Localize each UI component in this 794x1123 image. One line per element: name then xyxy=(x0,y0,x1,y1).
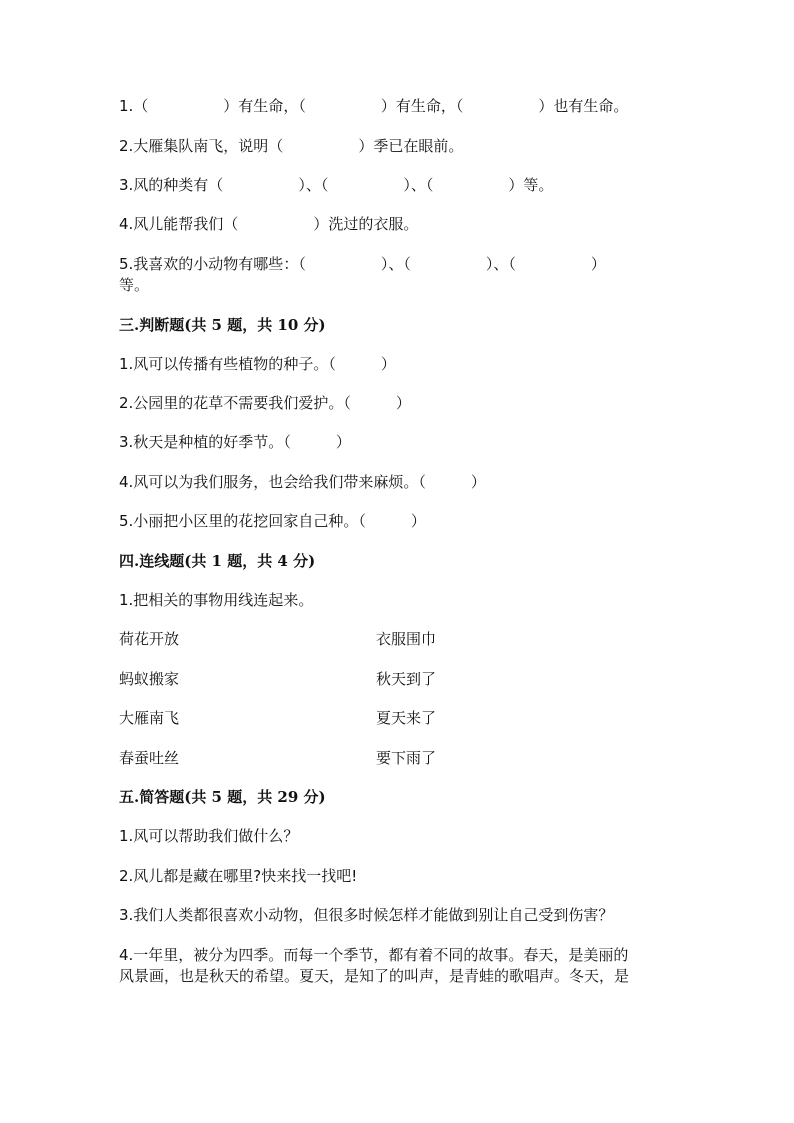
fill-blank-question-4: 4.风儿能帮我们（ ）洗过的衣服。 xyxy=(119,215,419,233)
fill-blank-question-1: 1.（ ）有生命，（ ）有生命，（ ）也有生命。 xyxy=(119,97,629,115)
fill-blank-question-5-continuation: 等。 xyxy=(119,276,150,294)
short-answer-question-4-continuation: 风景画，也是秋天的希望。夏天，是知了的叫声，是青蛙的歌唱声。冬天，是 xyxy=(119,967,630,985)
match-left-item: 大雁南飞 xyxy=(119,709,180,727)
match-left-item: 蚂蚁搬家 xyxy=(119,670,180,688)
short-answer-question-3: 3.我们人类都很喜欢小动物，但很多时候怎样才能做到别让自己受到伤害？ xyxy=(119,906,614,924)
judge-question-5: 5.小丽把小区里的花挖回家自己种。（ ） xyxy=(119,512,426,530)
judge-question-1: 1.风可以传播有些植物的种子。（ ） xyxy=(119,355,396,373)
match-right-item: 衣服围巾 xyxy=(376,630,437,648)
judge-question-2: 2.公园里的花草不需要我们爱护。（ ） xyxy=(119,394,411,412)
short-answer-question-4: 4.一年里，被分为四季。而每一个季节，都有着不同的故事。春天，是美丽的 xyxy=(119,946,629,964)
match-left-item: 荷花开放 xyxy=(119,630,180,648)
short-answer-question-1: 1.风可以帮助我们做什么？ xyxy=(119,827,299,845)
judge-question-4: 4.风可以为我们服务，也会给我们带来麻烦。（ ） xyxy=(119,473,486,491)
fill-blank-question-3: 3.风的种类有（ ）、（ ）、（ ）等。 xyxy=(119,176,554,194)
match-instruction: 1.把相关的事物用线连起来。 xyxy=(119,591,314,609)
match-right-item: 要下雨了 xyxy=(376,749,437,767)
fill-blank-question-2: 2.大雁集队南飞，说明（ ）季已在眼前。 xyxy=(119,137,464,155)
section-heading-match: 四.连线题(共 1 题，共 4 分) xyxy=(119,552,316,570)
section-heading-short-answer: 五.简答题(共 5 题，共 29 分) xyxy=(119,788,326,806)
fill-blank-question-5: 5.我喜欢的小动物有哪些：（ ）、（ ）、（ ） xyxy=(119,255,606,273)
match-right-item: 秋天到了 xyxy=(376,670,437,688)
section-heading-judge: 三.判断题(共 5 题，共 10 分) xyxy=(119,316,326,334)
match-right-item: 夏天来了 xyxy=(376,709,437,727)
match-left-item: 春蚕吐丝 xyxy=(119,749,180,767)
short-answer-question-2: 2.风儿都是藏在哪里?快来找一找吧! xyxy=(119,867,358,885)
judge-question-3: 3.秋天是种植的好季节。（ ） xyxy=(119,433,351,451)
